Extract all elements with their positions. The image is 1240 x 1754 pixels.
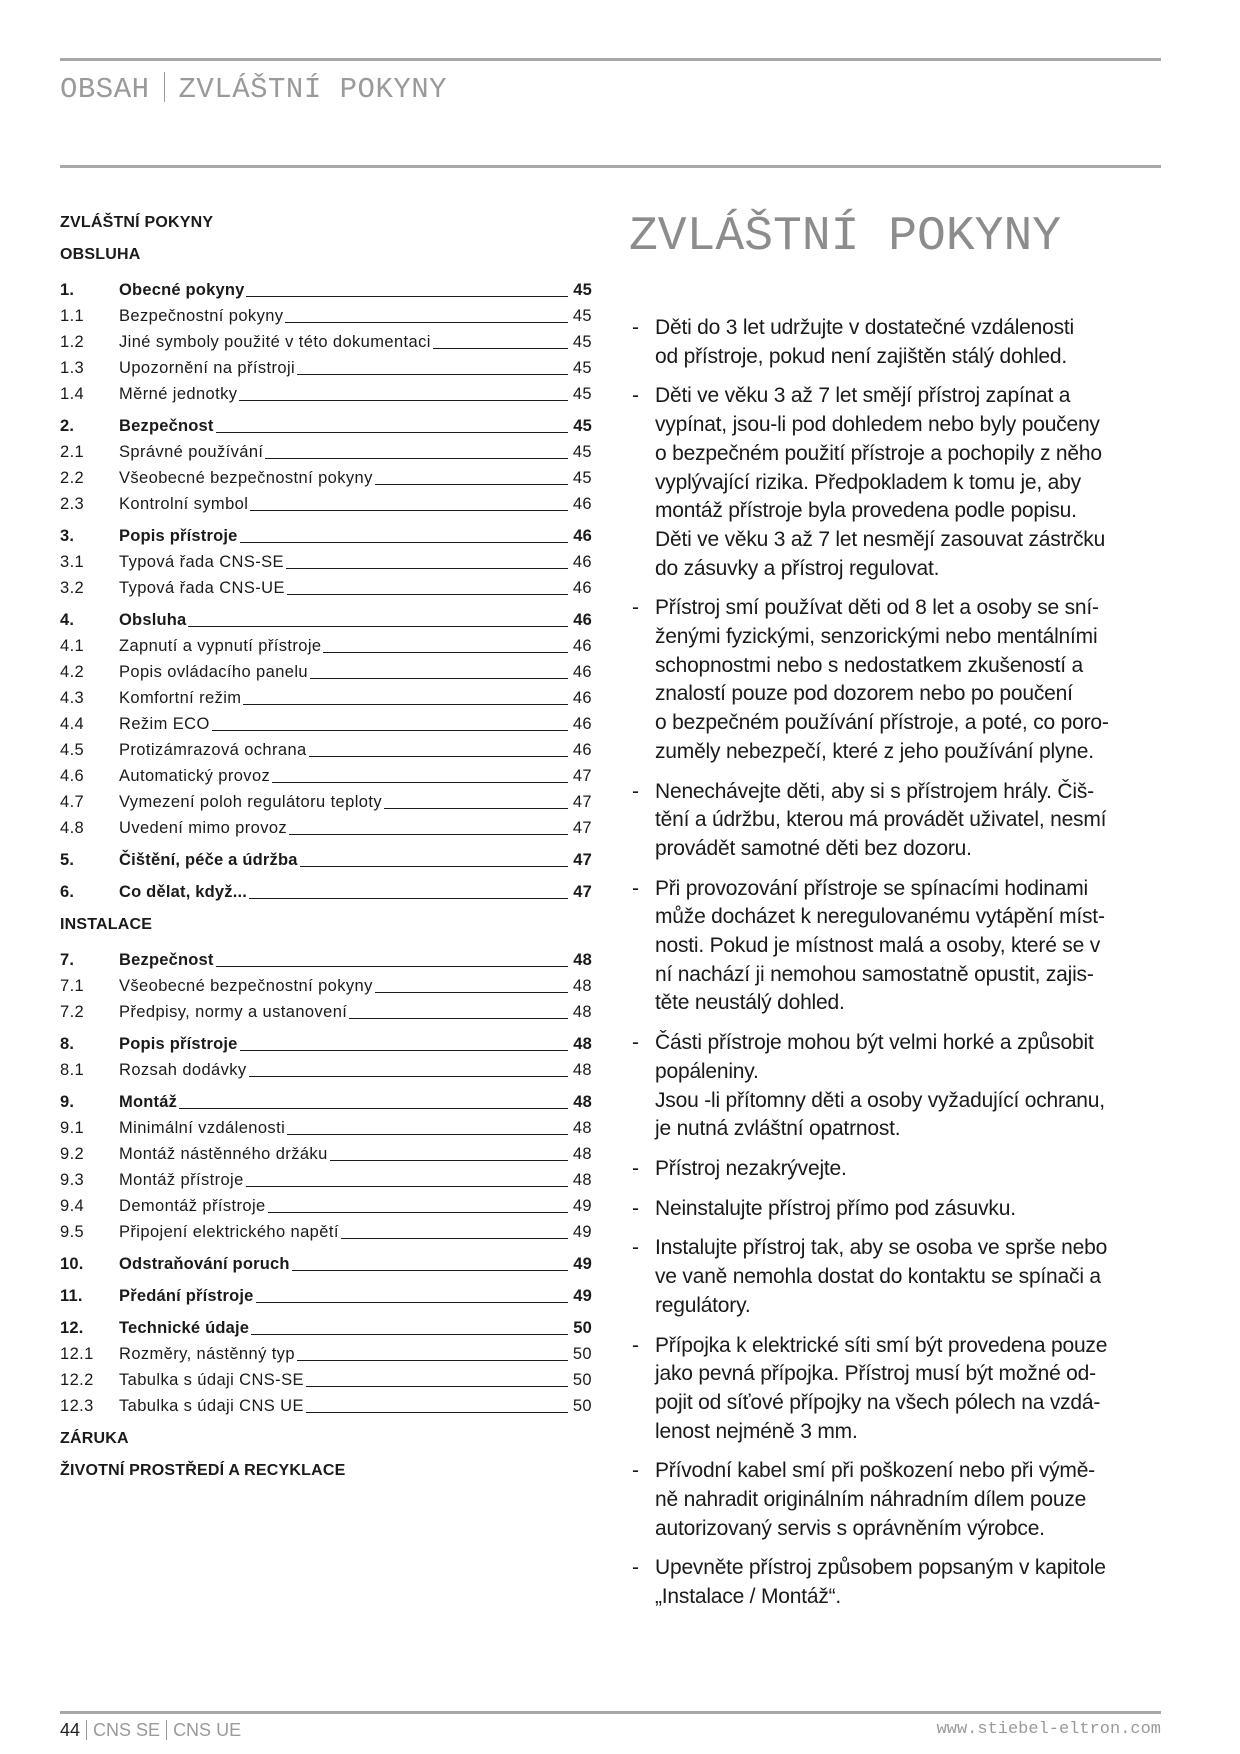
toc-entry[interactable]: [60, 381, 592, 407]
toc-entry-number: 8.: [60, 1035, 75, 1053]
instruction-text: Při provozování přístroje se spínacími hodinami může docházet k neregulovanému vytápění míst- nosti. Pokud je místnost malá a osoby, které se v ní nachází ji nemohou samostatně opustit, zajis- těte neustálý dohled.: [655, 876, 1105, 1015]
instruction-text: Přípojka k elektrické síti smí být provedena pouze jako pevná přípojka. Přístroj musí být možné od- pojit od síťové přípojky na všech pólech na vzdá- lenost nejméně 3 mm.: [655, 1333, 1108, 1443]
toc-entry-page: 49: [573, 1287, 592, 1305]
toc-entry-page: 48: [572, 1003, 592, 1021]
toc-installation-list: [60, 947, 592, 1419]
toc-entry-page: 45: [572, 307, 592, 325]
toc-entry-page: 47: [573, 883, 592, 901]
instruction-text: Neinstalujte přístroj přímo pod zásuvku.: [655, 1196, 1016, 1220]
safety-instruction: [629, 1155, 1189, 1184]
toc-entry[interactable]: [60, 439, 592, 465]
toc-entry[interactable]: [60, 1167, 592, 1193]
safety-instruction: [629, 1457, 1189, 1543]
toc-entry-page: 49: [572, 1223, 592, 1241]
toc-entry-page: 45: [573, 281, 592, 299]
bullet-dash: -: [632, 1031, 639, 1055]
toc-entry-label: Uvedení mimo provoz: [119, 819, 288, 837]
toc-leader-line: [297, 373, 568, 375]
toc-entry[interactable]: [60, 685, 592, 711]
toc-entry-page: 46: [573, 527, 592, 545]
toc-entry[interactable]: [60, 763, 592, 789]
toc-entry-number: 10.: [60, 1255, 84, 1273]
toc-entry-number: 3.2: [60, 579, 85, 597]
toc-entry-label: Montáž: [119, 1093, 178, 1111]
toc-leader-line: [292, 1269, 568, 1271]
toc-entry-number: 4.6: [60, 767, 85, 785]
toc-entry[interactable]: [60, 491, 592, 517]
toc-entry[interactable]: [60, 1251, 592, 1277]
toc-leader-line: [188, 625, 568, 627]
bullet-dash: -: [632, 1459, 639, 1483]
toc-entry-number: 1.3: [60, 359, 85, 377]
instruction-text: Části přístroje mohou být velmi horké a způsobit popáleniny. Jsou -li přítomny děti a osoby vyžadující ochranu, je nutná zvláštní opatrnost.: [655, 1031, 1105, 1141]
toc-entry-label: Zapnutí a vypnutí přístroje: [119, 637, 322, 655]
toc-entry[interactable]: [60, 1115, 592, 1141]
header-chapter: ZVLÁŠTNÍ POKYNY: [178, 73, 448, 106]
bullet-dash: -: [632, 384, 639, 408]
toc-entry-label: Bezpečnost: [119, 951, 214, 969]
toc-entry-number: 8.1: [60, 1061, 85, 1079]
toc-entry[interactable]: [60, 1141, 592, 1167]
toc-entry[interactable]: [60, 523, 592, 549]
toc-heading-environment[interactable]: ŽIVOTNÍ PROSTŘEDÍ A RECYKLACE: [60, 1462, 346, 1479]
toc-leader-line: [272, 781, 568, 783]
toc-entry-label: Typová řada CNS-UE: [119, 579, 285, 597]
toc-entry[interactable]: [60, 277, 592, 303]
bullet-dash: -: [632, 779, 639, 803]
table-of-contents: [60, 207, 592, 1487]
toc-leader-line: [306, 1411, 568, 1413]
toc-entry-label: Všeobecné bezpečnostní pokyny: [119, 977, 373, 995]
toc-entry-page: 50: [572, 1345, 592, 1363]
toc-entry-label: Protizámrazová ochrana: [119, 741, 307, 759]
page-number: 44: [60, 1720, 81, 1740]
instruction-text: Upevněte přístroj způsobem popsaným v kapitole „Instalace / Montáž“.: [655, 1556, 1106, 1609]
toc-entry-page: 50: [573, 1319, 592, 1337]
toc-entry-page: 46: [572, 495, 592, 513]
toc-entry-label: Vymezení poloh regulátoru teploty: [119, 793, 382, 811]
toc-entry-number: 12.: [60, 1319, 84, 1337]
toc-entry-page: 45: [572, 385, 592, 403]
toc-entry-label: Co dělat, když...: [119, 883, 248, 901]
toc-entry-number: 4.2: [60, 663, 85, 681]
toc-leader-line: [286, 567, 568, 569]
toc-leader-line: [246, 1185, 568, 1187]
toc-entry-label: Odstraňování poruch: [119, 1255, 290, 1273]
toc-entry-label: Minimální vzdálenosti: [119, 1119, 286, 1137]
toc-entry-label: Bezpečnost: [119, 417, 214, 435]
header-rule-top: [60, 58, 1161, 61]
toc-leader-line: [249, 1075, 568, 1077]
toc-leader-line: [239, 399, 568, 401]
toc-entry-label: Měrné jednotky: [119, 385, 238, 403]
bullet-dash: -: [632, 596, 639, 620]
toc-entry-label: Obsluha: [119, 611, 187, 629]
toc-entry-label: Popis ovládacího panelu: [119, 663, 308, 681]
bullet-dash: -: [632, 1196, 639, 1220]
toc-leader-line: [246, 295, 568, 297]
instruction-text: Přívodní kabel smí při poškození nebo při výmě- ně nahradit originálním náhradním dílem pouze autorizovaný servis s oprávněním výrobce.: [655, 1459, 1095, 1540]
toc-entry-label: Montáž nástěnného držáku: [119, 1145, 328, 1163]
bullet-dash: -: [632, 876, 639, 900]
toc-entry-label: Správné používání: [119, 443, 264, 461]
toc-entry[interactable]: [60, 1031, 592, 1057]
toc-entry[interactable]: [60, 1283, 592, 1309]
toc-heading-warranty[interactable]: ZÁRUKA: [60, 1430, 129, 1447]
toc-leader-line: [240, 541, 568, 543]
toc-entry[interactable]: [60, 999, 592, 1025]
toc-entry-number: 7.: [60, 951, 75, 969]
toc-leader-line: [297, 1359, 568, 1361]
toc-entry-label: Kontrolní symbol: [119, 495, 249, 513]
toc-entry-page: 47: [573, 851, 592, 869]
toc-entry-label: Typová řada CNS-SE: [119, 553, 284, 571]
toc-entry-number: 12.3: [60, 1397, 94, 1415]
toc-entry-number: 4.4: [60, 715, 85, 733]
toc-entry-number: 2.: [60, 417, 75, 435]
toc-leader-line: [384, 807, 568, 809]
toc-heading-installation[interactable]: INSTALACE: [60, 916, 153, 933]
footer: [60, 1720, 1161, 1741]
footer-separator: [166, 1720, 167, 1740]
toc-entry-number: 4.5: [60, 741, 85, 759]
toc-entry-label: Bezpečnostní pokyny: [119, 307, 284, 325]
instruction-text: Děti do 3 let udržujte v dostatečné vzdálenosti od přístroje, pokud není zajištěn stálý dohled.: [655, 316, 1075, 368]
toc-entry-page: 48: [572, 977, 592, 995]
instruction-text: Děti ve věku 3 až 7 let smějí přístroj zapínat a vypínat, jsou-li pod dohledem nebo byly poučeny o bezpečném použití přístroje a pochopily z něho vyplývající rizika. Předpokladem k tomu je, aby montáž přístroje byla provedena podle popisu. Děti ve věku 3 až 7 let nesmějí zasouvat zástrčku do zásuvky a přístroj regulovat.: [655, 384, 1106, 580]
toc-heading-special[interactable]: ZVLÁŠTNÍ POKYNY: [60, 214, 214, 231]
toc-entry-number: 9.1: [60, 1119, 85, 1137]
toc-leader-line: [216, 431, 568, 433]
toc-leader-line: [212, 729, 568, 731]
toc-entry[interactable]: [60, 303, 592, 329]
toc-entry[interactable]: [60, 1089, 592, 1115]
toc-entry-label: Obecné pokyny: [119, 281, 245, 299]
toc-leader-line: [249, 897, 568, 899]
toc-entry-number: 9.3: [60, 1171, 85, 1189]
toc-entry[interactable]: [60, 1367, 592, 1393]
toc-entry-number: 3.: [60, 527, 75, 545]
toc-leader-line: [285, 321, 568, 323]
bullet-dash: -: [632, 1333, 639, 1357]
toc-entry-label: Popis přístroje: [119, 1035, 238, 1053]
toc-entry-label: Režim ECO: [119, 715, 210, 733]
toc-entry-label: Popis přístroje: [119, 527, 238, 545]
toc-entry[interactable]: [60, 413, 592, 439]
toc-entry-page: 45: [572, 443, 592, 461]
header-separator: [164, 72, 165, 102]
toc-leader-line: [309, 755, 568, 757]
toc-entry-page: 46: [572, 715, 592, 733]
website-link[interactable]: www.stiebel-eltron.com: [936, 1720, 1161, 1739]
toc-leader-line: [240, 1049, 568, 1051]
toc-leader-line: [289, 833, 568, 835]
toc-entry-page: 48: [573, 1093, 592, 1111]
toc-entry-page: 48: [573, 1035, 592, 1053]
toc-entry-page: 48: [572, 1171, 592, 1189]
toc-entry-page: 49: [573, 1255, 592, 1273]
toc-entry-label: Komfortní režim: [119, 689, 242, 707]
toc-entry[interactable]: [60, 815, 592, 841]
safety-instruction: [629, 382, 1189, 583]
bullet-dash: -: [632, 1556, 639, 1580]
toc-leader-line: [251, 1333, 568, 1335]
footer-model-ue: CNS UE: [173, 1720, 242, 1740]
toc-entry[interactable]: [60, 973, 592, 999]
toc-entry[interactable]: [60, 1193, 592, 1219]
toc-leader-line: [433, 347, 568, 349]
toc-entry-page: 47: [572, 767, 592, 785]
bullet-dash: -: [632, 1156, 639, 1180]
toc-entry-page: 46: [572, 741, 592, 759]
safety-instruction: [629, 314, 1189, 371]
toc-leader-line: [243, 703, 568, 705]
toc-entry[interactable]: [60, 659, 592, 685]
toc-entry-page: 49: [572, 1197, 592, 1215]
toc-entry-number: 9.5: [60, 1223, 85, 1241]
toc-entry-label: Upozornění na přístroji: [119, 359, 296, 377]
toc-entry[interactable]: [60, 329, 592, 355]
toc-entry-number: 11.: [60, 1287, 83, 1305]
toc-leader-line: [287, 1133, 568, 1135]
toc-entry[interactable]: [60, 607, 592, 633]
toc-entry-number: 7.2: [60, 1003, 85, 1021]
safety-instruction: [629, 875, 1189, 1019]
safety-instruction: [629, 594, 1189, 766]
toc-entry-label: Předání přístroje: [119, 1287, 254, 1305]
toc-entry-page: 48: [573, 951, 592, 969]
toc-leader-line: [341, 1237, 568, 1239]
toc-entry-label: Automatický provoz: [119, 767, 271, 785]
header-rule-bottom: [60, 165, 1161, 168]
toc-leader-line: [306, 1385, 568, 1387]
toc-entry-label: Rozsah dodávky: [119, 1061, 247, 1079]
toc-entry-number: 9.4: [60, 1197, 85, 1215]
toc-entry-number: 12.1: [60, 1345, 94, 1363]
footer-model-se: CNS SE: [93, 1720, 161, 1740]
footer-separator: [86, 1720, 87, 1740]
toc-entry[interactable]: [60, 1057, 592, 1083]
safety-instruction: [629, 1234, 1189, 1320]
toc-entry-number: 5.: [60, 851, 75, 869]
safety-instruction: [629, 778, 1189, 864]
toc-entry-label: Jiné symboly použité v této dokumentaci: [119, 333, 431, 351]
toc-entry-number: 6.: [60, 883, 75, 901]
toc-entry-page: 48: [572, 1119, 592, 1137]
toc-entry-page: 48: [572, 1061, 592, 1079]
toc-entry-label: Technické údaje: [119, 1319, 250, 1337]
safety-instructions-list: [629, 314, 1189, 1623]
toc-entry-page: 46: [573, 611, 592, 629]
toc-leader-line: [265, 457, 568, 459]
toc-leader-line: [179, 1107, 568, 1109]
toc-entry-label: Připojení elektrického napětí: [119, 1223, 339, 1241]
toc-entry-page: 48: [572, 1145, 592, 1163]
toc-entry-page: 46: [572, 637, 592, 655]
toc-entry-page: 45: [572, 469, 592, 487]
toc-entry-page: 45: [573, 417, 592, 435]
instruction-text: Nenechávejte děti, aby si s přístrojem hrály. Čiš- tění a údržbu, kterou má provádět uživatel, nesmí provádět samotné děti bez dozoru.: [655, 779, 1107, 860]
toc-leader-line: [375, 991, 568, 993]
toc-leader-line: [310, 677, 568, 679]
toc-entry[interactable]: [60, 1341, 592, 1367]
toc-leader-line: [250, 509, 568, 511]
toc-entry-number: 4.: [60, 611, 75, 629]
toc-entry[interactable]: [60, 947, 592, 973]
footer-rule: [60, 1711, 1161, 1714]
toc-entry-number: 1.4: [60, 385, 85, 403]
toc-entry-number: 4.3: [60, 689, 85, 707]
toc-entry-page: 50: [572, 1371, 592, 1389]
toc-entry-number: 9.2: [60, 1145, 85, 1163]
toc-entry-label: Montáž přístroje: [119, 1171, 244, 1189]
toc-entry[interactable]: [60, 789, 592, 815]
toc-entry-number: 4.8: [60, 819, 85, 837]
toc-entry[interactable]: [60, 847, 592, 873]
toc-entry[interactable]: [60, 879, 592, 905]
toc-entry-number: 2.1: [60, 443, 85, 461]
toc-entry[interactable]: [60, 1315, 592, 1341]
toc-entry[interactable]: [60, 465, 592, 491]
toc-entry-number: 7.1: [60, 977, 85, 995]
toc-entry-label: Všeobecné bezpečnostní pokyny: [119, 469, 373, 487]
page-title: ZVLÁŠTNÍ POKYNY: [629, 210, 1062, 264]
toc-entry-number: 1.2: [60, 333, 85, 351]
toc-entry-label: Rozměry, nástěnný typ: [119, 1345, 295, 1363]
toc-entry-page: 46: [572, 689, 592, 707]
toc-entry-page: 45: [572, 359, 592, 377]
toc-entry-number: 3.1: [60, 553, 85, 571]
toc-leader-line: [349, 1017, 568, 1019]
toc-entry-number: 4.7: [60, 793, 85, 811]
instruction-text: Přístroj nezakrývejte.: [655, 1156, 847, 1180]
toc-leader-line: [330, 1159, 568, 1161]
toc-entry[interactable]: [60, 633, 592, 659]
toc-leader-line: [375, 483, 568, 485]
toc-entry-number: 1.: [60, 281, 75, 299]
running-header: [60, 72, 447, 106]
header-section: OBSAH: [60, 73, 150, 106]
toc-entry-page: 47: [572, 819, 592, 837]
toc-entry-number: 4.1: [60, 637, 85, 655]
toc-leader-line: [268, 1211, 568, 1213]
toc-entry-number: 2.2: [60, 469, 85, 487]
toc-entry-page: 46: [572, 663, 592, 681]
toc-leader-line: [256, 1301, 568, 1303]
safety-instruction: [629, 1195, 1189, 1224]
toc-entry-label: Tabulka s údaji CNS-SE: [119, 1371, 304, 1389]
toc-leader-line: [287, 593, 568, 595]
toc-entry-label: Tabulka s údaji CNS UE: [119, 1397, 304, 1415]
toc-entry[interactable]: [60, 575, 592, 601]
toc-entry-label: Čištění, péče a údržba: [119, 851, 298, 869]
bullet-dash: -: [632, 1236, 639, 1260]
bullet-dash: -: [632, 316, 639, 339]
toc-entry-label: Demontáž přístroje: [119, 1197, 266, 1215]
toc-entry[interactable]: [60, 1393, 592, 1419]
toc-entry-number: 2.3: [60, 495, 85, 513]
toc-leader-line: [216, 965, 568, 967]
toc-operation-list: [60, 277, 592, 905]
toc-entry[interactable]: [60, 355, 592, 381]
toc-entry-page: 46: [572, 553, 592, 571]
toc-entry[interactable]: [60, 1219, 592, 1245]
toc-entry[interactable]: [60, 711, 592, 737]
toc-entry-page: 46: [572, 579, 592, 597]
toc-entry-page: 45: [572, 333, 592, 351]
instruction-text: Instalujte přístroj tak, aby se osoba ve sprše nebo ve vaně nemohla dostat do kontaktu se spínači a regulátory.: [655, 1236, 1108, 1317]
safety-instruction: [629, 1332, 1189, 1447]
toc-entry-number: 12.2: [60, 1371, 94, 1389]
toc-entry[interactable]: [60, 549, 592, 575]
toc-entry-label: Předpisy, normy a ustanovení: [119, 1003, 348, 1021]
toc-entry-page: 50: [572, 1397, 592, 1415]
toc-leader-line: [323, 651, 568, 653]
toc-entry-number: 9.: [60, 1093, 75, 1111]
toc-leader-line: [300, 865, 568, 867]
toc-heading-operation[interactable]: OBSLUHA: [60, 246, 141, 263]
toc-entry[interactable]: [60, 737, 592, 763]
toc-entry-number: 1.1: [60, 307, 85, 325]
toc-entry-page: 47: [572, 793, 592, 811]
instruction-text: Přístroj smí používat děti od 8 let a osoby se sní- ženými fyzickými, senzorickými nebo mentálními schopnostmi nebo s nedostatkem zkušeností a znalostí pouze pod dozorem nebo po poučení o bezpečném používání přístroje, a poté, co poro- zuměly nebezpečí, které z jeho používání plyne.: [655, 596, 1109, 763]
safety-instruction: [629, 1554, 1189, 1611]
safety-instruction: [629, 1029, 1189, 1144]
